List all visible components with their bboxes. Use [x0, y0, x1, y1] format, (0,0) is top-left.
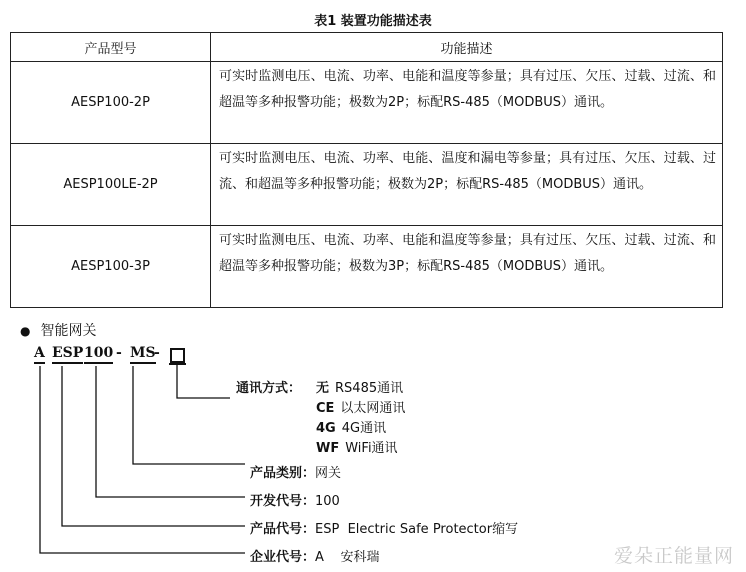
header-model: 产品型号	[11, 33, 211, 62]
comm-label-row	[236, 377, 301, 396]
company-code-label: 企业代号：	[250, 550, 316, 565]
comm-option	[316, 377, 403, 396]
company-code-row	[250, 546, 379, 565]
bullet-icon: ●	[20, 324, 31, 338]
company-code-value: A 安科瑞	[315, 550, 380, 565]
code-separator: -	[154, 345, 160, 361]
code-separator: -	[116, 345, 122, 361]
section-title: 智能网关	[40, 323, 97, 339]
product-code-value: ESP Electric Safe Protector缩写	[315, 522, 519, 537]
comm-option	[316, 437, 398, 456]
leader-line-company	[40, 366, 245, 553]
code-category-segment: MS	[130, 345, 156, 364]
model-cell: AESP100LE-2P	[11, 144, 211, 226]
code-company-segment: A	[34, 345, 45, 364]
category-row	[250, 462, 341, 481]
model-cell: AESP100-2P	[11, 62, 211, 144]
leader-line-category	[133, 366, 245, 464]
comm-option-text: RS485通讯	[335, 381, 404, 396]
code-dev-segment: 100	[84, 345, 113, 364]
comm-option-code: WF	[316, 441, 340, 456]
comm-option	[316, 417, 386, 436]
comm-option	[316, 397, 405, 416]
comm-option-code: CE	[316, 401, 335, 416]
leader-line-dev	[96, 366, 245, 497]
description-cell: 可实时监测电压、电流、功率、电能和温度等参量；具有过压、欠压、过载、过流、和超温等多种报警功能；极数为3P；标配RS-485（MODBUS）通讯。	[211, 226, 723, 308]
product-code-label: 产品代号：	[250, 522, 316, 537]
table-caption: 表1 装置功能描述表	[314, 14, 432, 29]
comm-option-text: 以太网通讯	[340, 401, 406, 416]
category-value: 网关	[315, 466, 342, 481]
description-cell: 可实时监测电压、电流、功率、电能和温度等参量；具有过压、欠压、过载、过流、和超温等多种报警功能；极数为2P；标配RS-485（MODBUS）通讯。	[211, 62, 723, 144]
watermark: 爱朵正能量网	[613, 545, 734, 567]
leader-line-comm	[177, 365, 230, 398]
dev-code-value: 100	[315, 494, 340, 509]
category-label: 产品类别：	[250, 466, 316, 481]
leader-line-product	[62, 366, 245, 526]
header-description: 功能描述	[211, 33, 723, 62]
comm-option-text: 4G通讯	[341, 421, 387, 436]
comm-option-code: 4G	[316, 421, 336, 436]
model-cell: AESP100-3P	[11, 226, 211, 308]
dev-code-row	[250, 490, 340, 509]
product-code-row	[250, 518, 518, 537]
description-cell: 可实时监测电压、电流、功率、电能、温度和漏电等参量；具有过压、欠压、过载、过流、和超温等多种报警功能；极数为2P；标配RS-485（MODBUS）通讯。	[211, 144, 723, 226]
code-product-segment: ESP	[52, 345, 83, 364]
comm-option-text: WiFi通讯	[345, 441, 398, 456]
dev-code-label: 开发代号：	[250, 494, 316, 509]
comm-option-code: 无	[316, 381, 330, 396]
comm-label: 通讯方式：	[236, 381, 302, 396]
